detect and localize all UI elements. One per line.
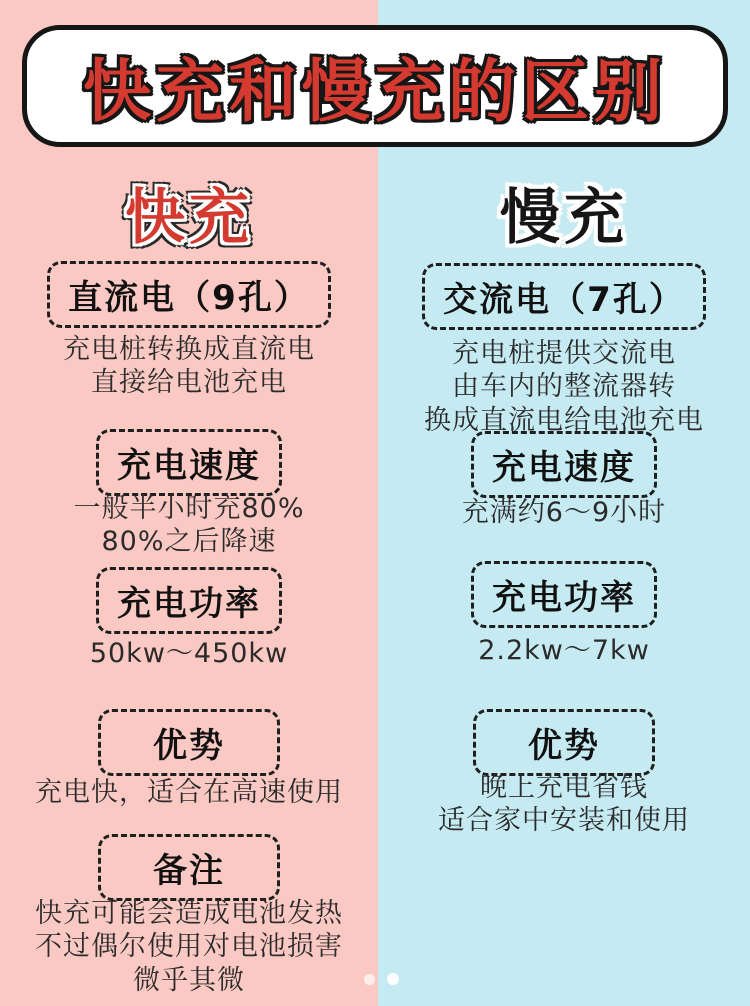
fast-note-desc bbox=[0, 897, 378, 997]
fast-power-tag: 充电功率 bbox=[96, 567, 282, 634]
fast-section-power bbox=[0, 567, 378, 634]
desc-line: 充电桩转换成直流电 bbox=[63, 334, 315, 365]
slow-speed-desc bbox=[378, 496, 750, 529]
title-banner bbox=[22, 25, 728, 147]
fast-section-current-type bbox=[0, 261, 378, 328]
desc-line: 充电桩提供交流电 bbox=[452, 338, 676, 369]
slow-charge-column bbox=[378, 0, 750, 1006]
fast-current-type-desc bbox=[0, 333, 378, 400]
slow-power-desc bbox=[378, 634, 750, 667]
fast-advantage-desc bbox=[0, 776, 378, 809]
fast-current-type-tag: 直流电（9孔） bbox=[47, 261, 331, 328]
desc-line: 换成直流电给电池充电 bbox=[424, 404, 704, 436]
desc-line: 适合家中安装和使用 bbox=[438, 805, 690, 837]
desc-line: 快充可能会造成电池发热 bbox=[35, 898, 343, 929]
desc-line: 80%之后降速 bbox=[101, 526, 277, 558]
fast-advantage-tag: 优势 bbox=[98, 709, 280, 776]
slow-header-text: 慢充 bbox=[500, 183, 628, 253]
fast-speed-desc bbox=[0, 492, 378, 559]
fast-section-speed bbox=[0, 429, 378, 496]
carousel-dot-2[interactable] bbox=[387, 973, 399, 985]
slow-section-advantage bbox=[378, 709, 750, 776]
page-title: 快充和慢充的区别 bbox=[82, 52, 667, 132]
fast-section-advantage bbox=[0, 709, 378, 776]
desc-line: 不过偶尔使用对电池损害 bbox=[35, 931, 343, 963]
slow-section-speed bbox=[378, 431, 750, 498]
desc-line: 50kw～450kw bbox=[89, 638, 289, 669]
slow-speed-tag: 充电速度 bbox=[471, 431, 657, 498]
desc-line: 充满约6～9小时 bbox=[461, 497, 667, 528]
desc-line: 微乎其微 bbox=[133, 964, 245, 996]
slow-header bbox=[378, 170, 750, 256]
desc-line: 充电快，适合在高速使用 bbox=[35, 777, 343, 808]
slow-section-current-type bbox=[378, 263, 750, 330]
desc-line: 晚上充电省钱 bbox=[480, 772, 648, 803]
slow-advantage-desc bbox=[378, 771, 750, 838]
slow-section-power bbox=[378, 561, 750, 628]
desc-line: 一般半小时充80% bbox=[73, 493, 305, 524]
slow-power-tag: 充电功率 bbox=[471, 561, 657, 628]
fast-power-desc bbox=[0, 637, 378, 670]
fast-speed-tag: 充电速度 bbox=[96, 429, 282, 496]
fast-header-text: 快充 bbox=[125, 183, 253, 253]
fast-header bbox=[0, 170, 378, 256]
fast-section-note bbox=[0, 834, 378, 901]
desc-line: 直接给电池充电 bbox=[91, 367, 287, 399]
carousel-dot-1[interactable] bbox=[364, 974, 375, 985]
slow-advantage-tag: 优势 bbox=[473, 709, 655, 776]
desc-line: 由车内的整流器转 bbox=[452, 371, 676, 403]
fast-note-tag: 备注 bbox=[98, 834, 280, 901]
desc-line: 2.2kw～7kw bbox=[478, 635, 650, 666]
slow-current-type-tag: 交流电（7孔） bbox=[422, 263, 706, 330]
slow-current-type-desc bbox=[378, 337, 750, 437]
